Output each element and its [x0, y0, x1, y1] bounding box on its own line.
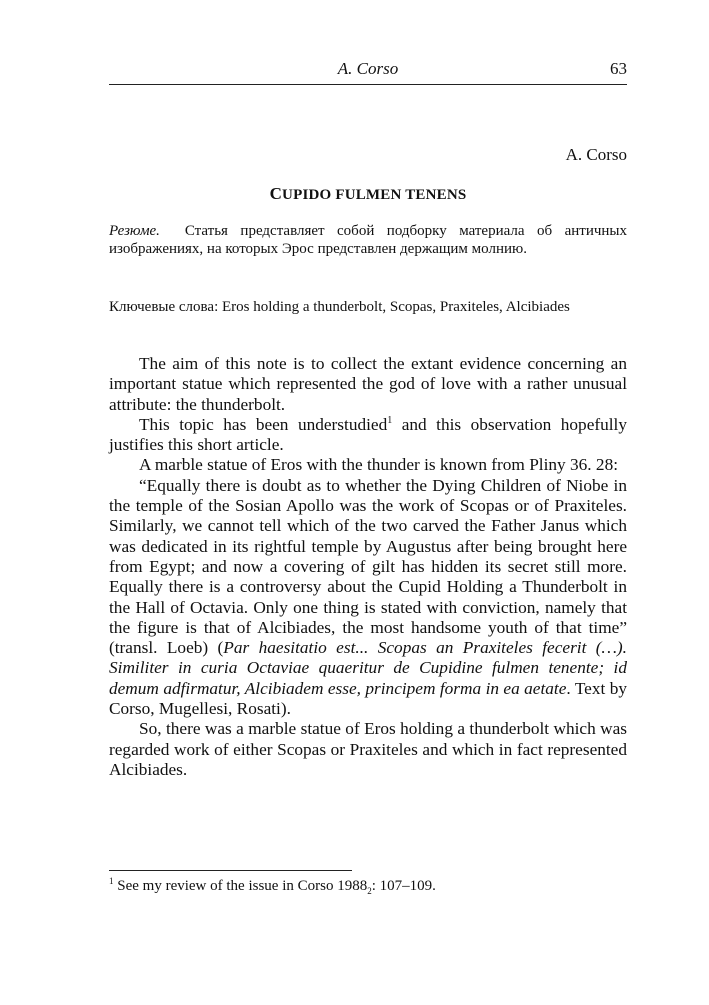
- title-first-letter: C: [269, 184, 283, 203]
- paragraph-3: A marble statue of Eros with the thunder is known from Pliny 36. 28:: [139, 455, 619, 475]
- footnote: [109, 877, 627, 895]
- title-rest: UPIDO FULMEN TENENS: [282, 187, 467, 203]
- paragraph-2: [109, 415, 627, 456]
- footnote-reference[interactable]: 1: [387, 415, 393, 427]
- running-title: A. Corso: [337, 59, 399, 78]
- paragraph-4: [109, 476, 627, 720]
- article-title: [109, 184, 627, 204]
- paragraph-1: The aim of this note is to collect the extant evidence concerning an important statue which represented the god of love with a rather unusual attribute: the thunderbolt.: [109, 354, 627, 414]
- footnote-divider: [109, 870, 352, 871]
- page-number: 63: [610, 59, 627, 78]
- keywords-label: Ключевые слова:: [109, 299, 219, 315]
- abstract-text: Статья представляет собой подборку материала об античных изображениях, на которых Эрос представлен держащим молнию.: [109, 223, 627, 257]
- quotation-citation: . Text by Corso, Mugellesi, Rosati).: [109, 678, 627, 719]
- keywords: [109, 297, 627, 318]
- quotation-translation: “Equally there is doubt as to whether the Dying Children of Niobe in the temple of the Sosian Apollo was the work of Scopas or of Praxiteles. Similarly, we cannot tell which of the two carved the Father Janus which was dedicated in its rightful temple by Augustus after being brought here from Egypt; and now a covering of gilt has hidden its secret still more. Equally there is a controversy about the Cupid Holding a Thunderbolt in the Hall of Octavia. Only one thing is stated with conviction, namely that the figure is that of Alcibiades, the most handsome youth of that time” (transl. Loeb) (: [109, 475, 627, 658]
- footnote-text: See my review of the issue in Corso 1988: [113, 878, 368, 894]
- abstract: [109, 222, 627, 258]
- abstract-label: Резюме.: [109, 223, 160, 239]
- keywords-text: Eros holding a thunderbolt, Scopas, Praxiteles, Alcibiades: [222, 299, 570, 315]
- footnote-edition: 2: [367, 886, 372, 896]
- paragraph-2-text: This topic has been understudied: [139, 414, 388, 434]
- body-text: [109, 354, 627, 780]
- article-author: A. Corso: [565, 145, 627, 164]
- paragraph-2-text-end: and this observation hopefully justifies this short article.: [109, 414, 628, 455]
- footnote-pages: : 107–109.: [371, 878, 436, 894]
- footnote-marker: 1: [109, 876, 114, 886]
- quotation-latin: Par haesitatio est... Scopas an Praxiteles fecerit (…). Similiter in curia Octaviae quaeritur de Cupidine fulmen tenente; id demum adfirmatur, Alcibiadem esse, principem forma in ea aetate: [109, 638, 627, 698]
- paragraph-5: So, there was a marble statue of Eros holding a thunderbolt which was regarded work of either Scopas or Praxiteles and which in fact represented Alcibiades.: [109, 719, 627, 779]
- running-header: [109, 58, 627, 85]
